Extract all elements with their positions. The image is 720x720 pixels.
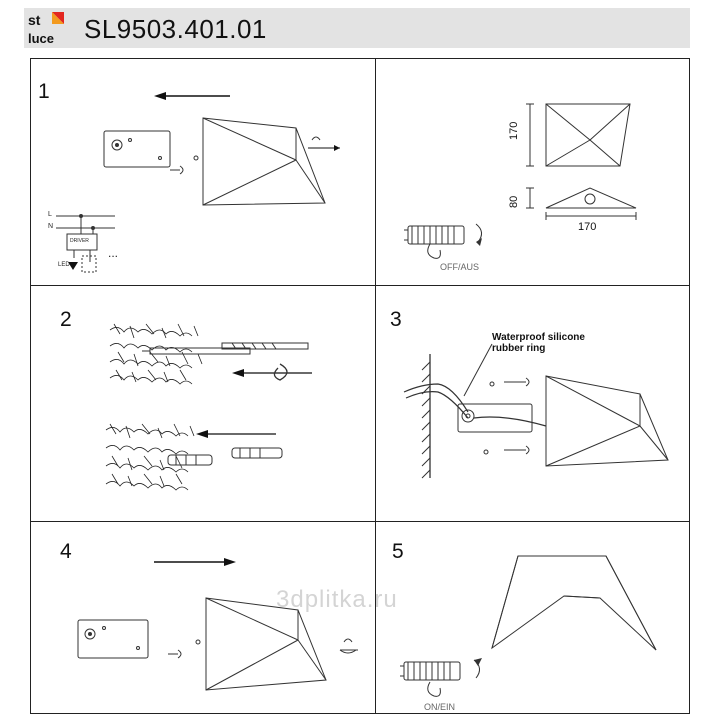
panel-3-art [404,344,668,478]
led-label: LED [58,262,70,268]
wiring-ellipsis: ... [108,246,119,260]
wire-l-label: L [48,211,52,218]
panel-2-art [106,324,312,490]
silicone-ring-note-line1: Waterproof silicone [492,332,585,343]
dimension-width: 170 [578,221,597,233]
silicone-ring-note-line2: rubber ring [492,343,546,354]
panel-1-art [56,92,340,272]
dimension-depth: 80 [508,195,520,208]
dimension-art [404,104,636,258]
switch-off-label: OFF/AUS [440,262,480,272]
watermark: 3dplitka.ru [276,586,398,613]
step-number-3: 3 [390,308,402,331]
model-title: SL9503.401.01 [84,14,267,44]
step-number-1: 1 [38,80,50,103]
switch-on-label: ON/EIN [424,702,456,712]
step-number-4: 4 [60,540,72,563]
wire-n-label: N [48,223,54,230]
step-number-5: 5 [392,540,404,563]
panel-4-art [78,558,358,690]
dimension-height: 170 [508,121,520,140]
svg-text:st: st [28,12,41,28]
driver-label: DRIVER [70,238,89,244]
svg-text:luce: luce [28,31,55,46]
step-number-2: 2 [60,308,72,331]
panel-5-art [400,556,656,696]
